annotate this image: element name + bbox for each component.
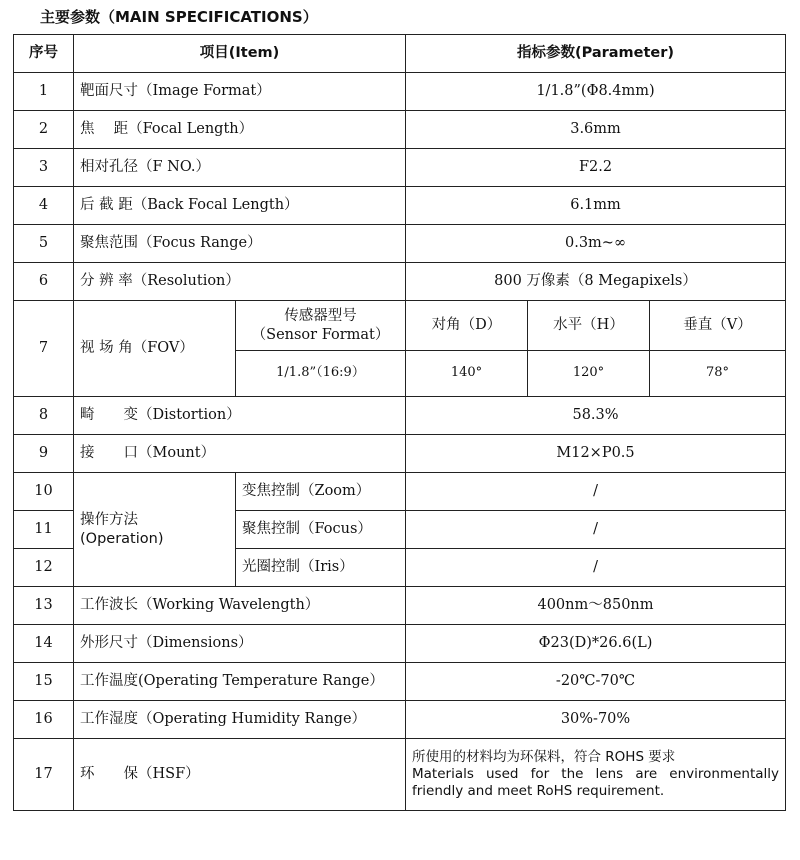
fov-horizontal-label: 水平（H） <box>528 301 650 351</box>
item-cell: 靶面尺寸（Image Format） <box>74 73 406 111</box>
table-row <box>14 701 786 739</box>
value-cell: / <box>406 511 786 549</box>
sensor-format-value: 1/1.8”（16:9） <box>236 351 406 397</box>
row-number: 6 <box>14 263 74 301</box>
item-cell: 聚焦范围（Focus Range） <box>74 225 406 263</box>
value-cell: M12×P0.5 <box>406 435 786 473</box>
row-number: 11 <box>14 511 74 549</box>
specifications-table <box>13 34 786 811</box>
item-cell: 工作波长（Working Wavelength） <box>74 587 406 625</box>
value-cell: 3.6mm <box>406 111 786 149</box>
value-cell: 58.3% <box>406 397 786 435</box>
row-number: 5 <box>14 225 74 263</box>
row-number: 4 <box>14 187 74 225</box>
hsf-value-en: Materials used for the lens are environmentally friendly and meet RoHS requirement. <box>412 765 780 800</box>
row-number: 7 <box>14 301 74 397</box>
item-cell: 畸 变（Distortion） <box>74 397 406 435</box>
row-number: 3 <box>14 149 74 187</box>
item-cell: 接 口（Mount） <box>74 435 406 473</box>
operation-label-cn: 操作方法 <box>80 512 138 529</box>
value-cell: 30%-70% <box>406 701 786 739</box>
table-row <box>14 587 786 625</box>
header-parameter: 指标参数(Parameter) <box>406 35 786 73</box>
table-row <box>14 225 786 263</box>
sub-item-cell: 光圈控制（Iris） <box>236 549 406 587</box>
table-row <box>14 187 786 225</box>
fov-horizontal-value: 120° <box>528 351 650 397</box>
sensor-format-label-en: （Sensor Format） <box>251 326 390 343</box>
operation-label <box>74 473 236 587</box>
row-number: 9 <box>14 435 74 473</box>
table-row <box>14 149 786 187</box>
item-cell: 工作温度(Operating Temperature Range） <box>74 663 406 701</box>
item-cell: 分 辨 率（Resolution） <box>74 263 406 301</box>
item-cell: 环 保（HSF） <box>74 739 406 811</box>
row-number: 10 <box>14 473 74 511</box>
fov-vertical-value: 78° <box>650 351 786 397</box>
item-cell: 相对孔径（F NO.） <box>74 149 406 187</box>
page-title: 主要参数（MAIN SPECIFICATIONS） <box>40 8 318 26</box>
row-number: 13 <box>14 587 74 625</box>
row-number: 1 <box>14 73 74 111</box>
value-cell: / <box>406 473 786 511</box>
table-row <box>14 625 786 663</box>
row-number: 17 <box>14 739 74 811</box>
table-row <box>14 435 786 473</box>
table-row <box>14 473 786 511</box>
fov-vertical-label: 垂直（V） <box>650 301 786 351</box>
operation-label-en: (Operation) <box>80 530 164 547</box>
hsf-value-cell <box>406 739 786 811</box>
row-number: 15 <box>14 663 74 701</box>
value-cell: 400nm～850nm <box>406 587 786 625</box>
value-cell: Φ23(D)*26.6(L) <box>406 625 786 663</box>
hsf-value-cn: 所使用的材料均为环保料，符合 ROHS 要求 <box>412 748 676 765</box>
value-cell: F2.2 <box>406 149 786 187</box>
header-item: 项目(Item) <box>74 35 406 73</box>
fov-diagonal-label: 对角（D） <box>406 301 528 351</box>
item-cell: 视 场 角（FOV） <box>74 301 236 397</box>
table-row <box>14 263 786 301</box>
item-cell: 外形尺寸（Dimensions） <box>74 625 406 663</box>
table-header-row <box>14 35 786 73</box>
sub-item-cell: 变焦控制（Zoom） <box>236 473 406 511</box>
table-row <box>14 73 786 111</box>
table-row <box>14 739 786 811</box>
row-number: 12 <box>14 549 74 587</box>
sensor-format-label-cn: 传感器型号 <box>284 308 357 325</box>
row-number: 14 <box>14 625 74 663</box>
row-number: 16 <box>14 701 74 739</box>
table-row <box>14 111 786 149</box>
row-number: 2 <box>14 111 74 149</box>
row-number: 8 <box>14 397 74 435</box>
table-row <box>14 663 786 701</box>
value-cell: / <box>406 549 786 587</box>
value-cell: -20℃-70℃ <box>406 663 786 701</box>
item-cell: 工作湿度（Operating Humidity Range） <box>74 701 406 739</box>
value-cell: 0.3m~∞ <box>406 225 786 263</box>
table-row <box>14 397 786 435</box>
header-no: 序号 <box>14 35 74 73</box>
sensor-format-label <box>236 301 406 351</box>
item-cell: 焦 距（Focal Length） <box>74 111 406 149</box>
value-cell: 1/1.8”(Φ8.4mm) <box>406 73 786 111</box>
value-cell: 800 万像素（8 Megapixels） <box>406 263 786 301</box>
sub-item-cell: 聚焦控制（Focus） <box>236 511 406 549</box>
fov-diagonal-value: 140° <box>406 351 528 397</box>
value-cell: 6.1mm <box>406 187 786 225</box>
table-row <box>14 301 786 351</box>
item-cell: 后 截 距（Back Focal Length） <box>74 187 406 225</box>
